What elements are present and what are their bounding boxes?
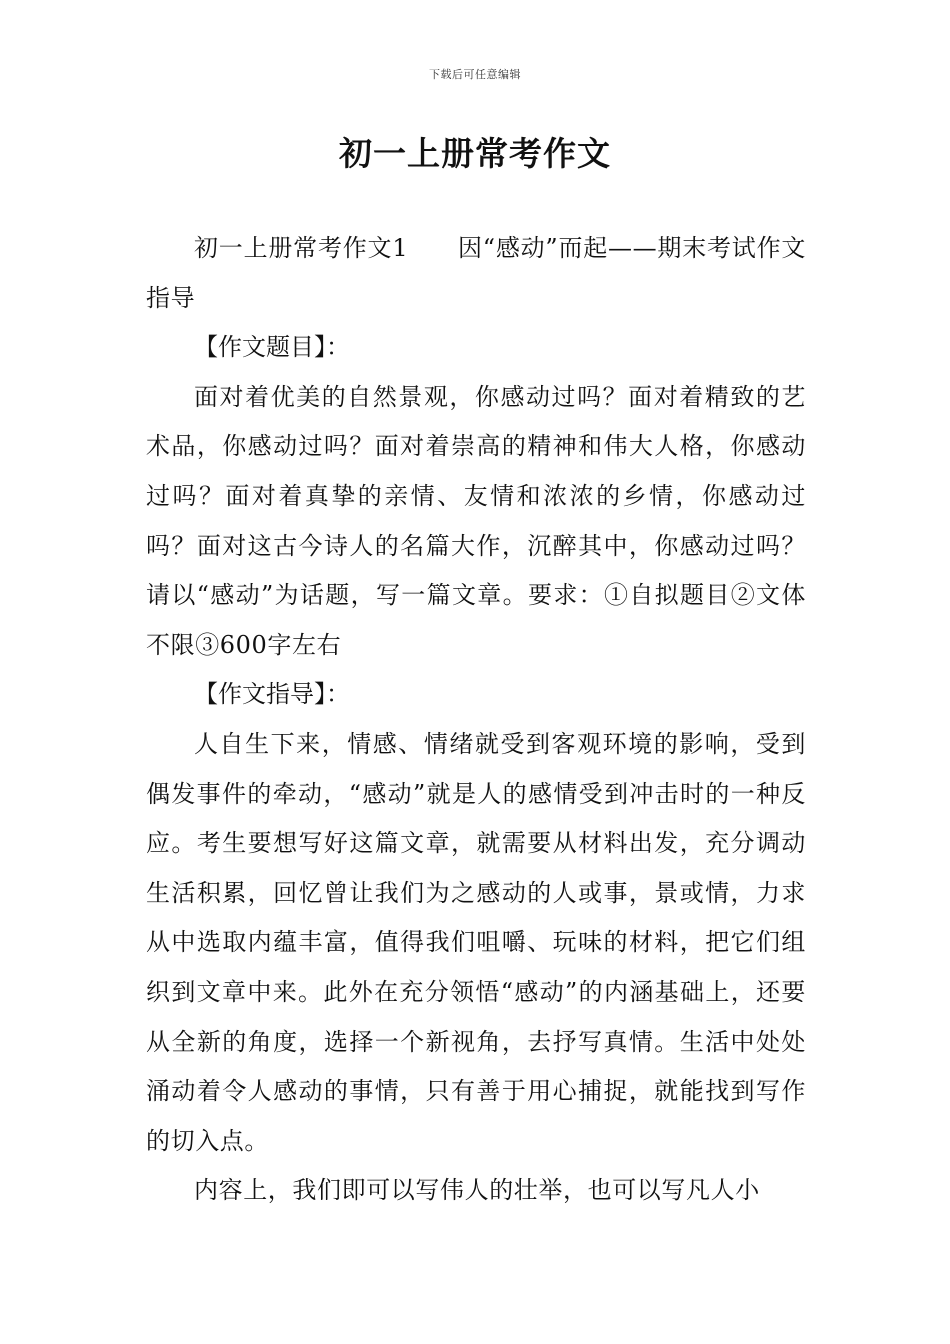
paragraph-intro: 初一上册常考作文1 因“感动”而起——期末考试作文指导	[146, 234, 806, 312]
section-heading-topic: 【作文题目】：	[194, 333, 350, 362]
paragraph-content: 内容上，我们即可以写伟人的壮举，也可以写凡人小	[194, 1176, 760, 1205]
section-heading-guidance: 【作文指导】：	[194, 680, 350, 709]
document-title: 初一上册常考作文	[339, 134, 611, 173]
paragraph-topic: 面对着优美的自然景观，你感动过吗？面对着精致的艺术品，你感动过吗？面对着崇高的精神和伟大人格，你感动过吗？面对着真挚的亲情、友情和浓浓的乡情，你感动过吗？面对这古今诗人的名篇大作，沉醉其中，你感动过吗？请以“感动”为话题，写一篇文章。要求：①自拟题目②文体不限③600字左右	[146, 382, 806, 659]
document-body	[146, 224, 806, 1216]
paragraph-guidance: 人自生下来，情感、情绪就受到客观环境的影响，受到偶发事件的牵动，“感动”就是人的感情受到冲击时的一种反应。考生要想写好这篇文章，就需要从材料出发，充分调动生活积累，回忆曾让我们为之感动的人或事，景或情，力求从中选取内蕴丰富，值得我们咀嚼、玩味的材料，把它们组织到文章中来。此外在充分领悟“感动”的内涵基础上，还要从全新的角度，选择一个新视角，去抒写真情。生活中处处涌动着令人感动的事情，只有善于用心捕捉，就能找到写作的切入点。	[146, 729, 806, 1155]
header-note: 下载后可任意编辑	[429, 68, 521, 81]
